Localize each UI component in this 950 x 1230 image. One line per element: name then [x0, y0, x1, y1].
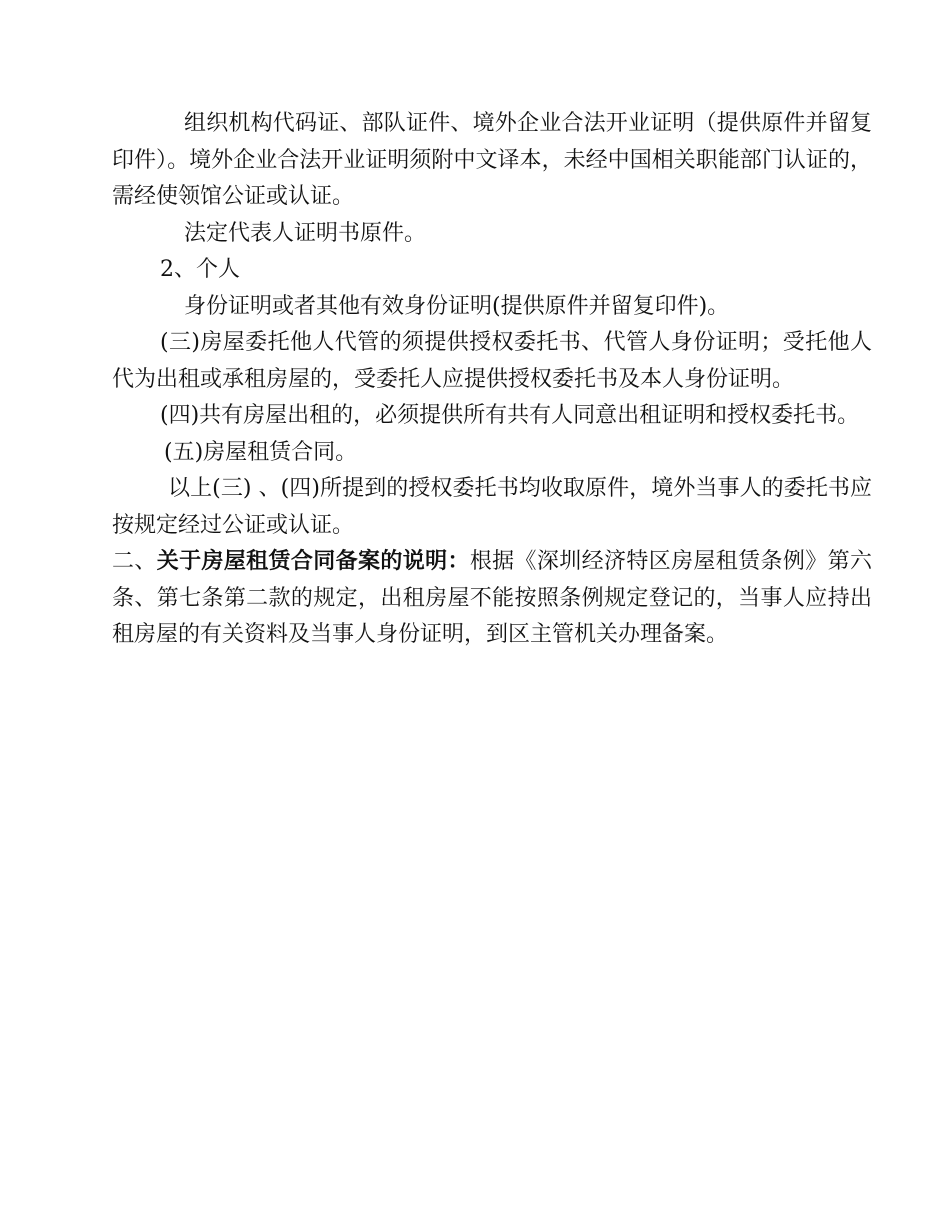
section-two-number: 二、 [112, 549, 157, 574]
paragraph-item-three: (三)房屋委托他人代管的须提供授权委托书、代管人身份证明；受托他人代为出租或承租房屋的，受委托人应提供授权委托书及本人身份证明。 [112, 330, 872, 392]
paragraph-authorization-note: 以上(三) 、(四)所提到的授权委托书均收取原件，境外当事人的委托书应按规定经过公证或认证。 [112, 476, 872, 538]
paragraph-individual-id: 身份证明或者其他有效身份证明(提供原件并留复印件)。 [184, 293, 730, 319]
paragraph-org-documents: 组织机构代码证、部队证件、境外企业合法开业证明（提供原件并留复印件）。境外企业合法开业证明须附中文译本，未经中国相关职能部门认证的，需经使领馆公证或认证。 [112, 111, 872, 209]
document-body [112, 106, 872, 654]
paragraph-section-two [112, 544, 872, 654]
paragraph-legal-rep: 法定代表人证明书原件。 [184, 220, 427, 246]
paragraph-individual-heading: 2、个人 [160, 257, 240, 282]
section-two-heading: 关于房屋租赁合同备案的说明： [156, 549, 470, 574]
paragraph-item-five: (五)房屋租赁合同。 [164, 439, 358, 465]
section-two-text: 根据《深圳经济特区房屋租赁条例》第六条、第七条第二款的规定，出租房屋不能按照条例规定登记的，当事人应持出租房屋的有关资料及当事人身份证明，到区主管机关办理备案。 [112, 549, 872, 647]
paragraph-item-four: (四)共有房屋出租的，必须提供所有共有人同意出租证明和授权委托书。 [160, 403, 860, 428]
